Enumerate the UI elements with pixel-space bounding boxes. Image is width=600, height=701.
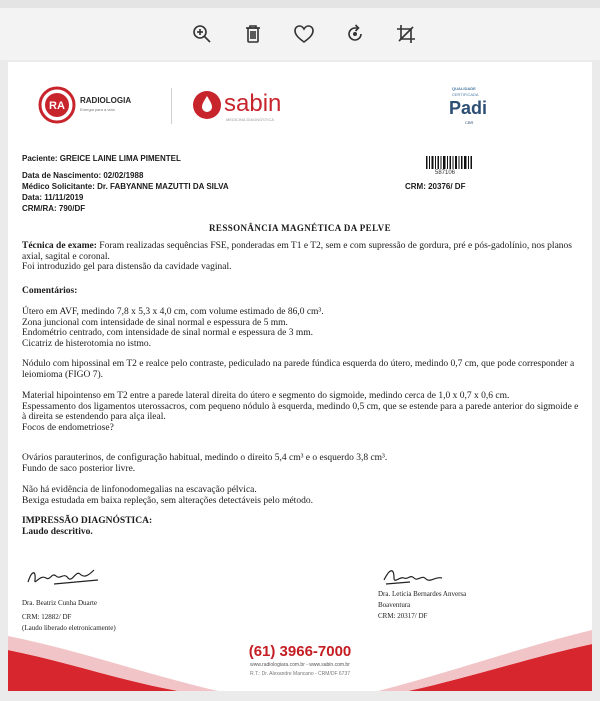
rotate-icon[interactable] bbox=[343, 22, 367, 46]
footer-technical-responsible: R.T.: Dr. Alexandre Mancano - CRM/DF 6737 bbox=[249, 671, 351, 677]
comments-label: Comentários: bbox=[22, 286, 78, 296]
impression-label: IMPRESSÃO DIAGNÓSTICA: bbox=[22, 516, 153, 526]
signature-right-icon bbox=[380, 564, 460, 590]
padi-cbr-label: CBR bbox=[465, 120, 474, 125]
technique-text: Foram realizadas sequências FSE, ponderadas em T1 e T2, sem e com supressão de gordura, pré e pós-gadolínio, nos planos axial, sagital e coronal. bbox=[22, 241, 572, 262]
requesting-doctor: Médico Solicitante: Dr. FABYANNE MAZUTTI DA SILVA bbox=[22, 182, 229, 191]
signature-right-name: Dra. Leticia Bernardes Anversa bbox=[378, 590, 467, 598]
technique-text-2: Foi introduzido gel para distensão da cavidade vaginal. bbox=[22, 262, 232, 272]
zoom-in-icon[interactable] bbox=[190, 22, 214, 46]
report-document bbox=[8, 62, 592, 691]
signature-left-icon bbox=[24, 564, 104, 590]
padi-logo: Padi bbox=[449, 98, 488, 118]
signature-right-name-2: Boaventura bbox=[378, 601, 411, 609]
radiologia-logo-icon bbox=[38, 86, 76, 124]
report-title: RESSONÂNCIA MAGNÉTICA DA PELVE bbox=[209, 223, 391, 233]
status-strip bbox=[0, 0, 600, 8]
sabin-tagline: MEDICINA DIAGNÓSTICA bbox=[226, 117, 275, 122]
trash-icon[interactable] bbox=[241, 22, 265, 46]
padi-cert-label: CERTIFICADA bbox=[452, 92, 479, 97]
barcode-icon bbox=[426, 156, 474, 169]
ovaries-paragraph bbox=[22, 453, 582, 474]
endometriosis-line: Focos de endometriose? bbox=[22, 422, 114, 433]
padi-quality-label: QUALIDADE bbox=[452, 86, 476, 91]
heart-icon[interactable] bbox=[292, 22, 316, 46]
technique-paragraph bbox=[22, 241, 582, 273]
ovaries-line: Ovários parauterinos, de configuração habitual, medindo o direito 5,4 cm³ e o esquerdo 3,8 cm³. bbox=[22, 453, 388, 463]
cul-de-sac-line: Fundo de saco posterior livre. bbox=[22, 463, 136, 474]
viewer-toolbar bbox=[0, 0, 600, 60]
signature-right-crm: CRM: 20317/ DF bbox=[378, 612, 428, 620]
sabin-name: sabin bbox=[224, 90, 282, 117]
footer-websites: www.radiologiara.com.br - www.sabin.com.br bbox=[250, 662, 350, 668]
bladder-line: Bexiga estudada em baixa repleção, sem alterações detectáveis pelo método. bbox=[22, 495, 313, 506]
barcode-number: 587106 bbox=[435, 170, 456, 176]
uterus-line-4: Cicatriz de histerotomia no istmo. bbox=[22, 338, 152, 349]
footer-phone: (61) 3966-7000 bbox=[248, 643, 352, 660]
radiologia-tagline: Energia para a vida bbox=[80, 107, 115, 112]
signature-left-note: (Laudo liberado eletronicamente) bbox=[22, 624, 116, 632]
uterus-paragraph bbox=[22, 307, 582, 349]
crop-icon[interactable] bbox=[394, 22, 418, 46]
crm-ra: CRM/RA: 790/DF bbox=[22, 204, 86, 213]
radiologia-name: RADIOLOGIA bbox=[80, 96, 132, 105]
lymph-paragraph bbox=[22, 485, 582, 506]
exam-date: Data: 11/11/2019 bbox=[22, 193, 84, 202]
crm-number: CRM: 20376/ DF bbox=[405, 182, 466, 191]
lymph-line: Não há evidência de linfonodomegalias na escavação pélvica. bbox=[22, 485, 257, 495]
signature-left-name: Dra. Beatriz Cunha Duarte bbox=[22, 599, 98, 607]
patient-name: Paciente: GREICE LAINE LIMA PIMENTEL bbox=[22, 154, 181, 163]
nodule-paragraph: Nódulo com hipossinal em T2 e realce pelo contraste, pediculado na parede fúndica esquerda do útero, medindo 0,7 cm, que pode corresponder a leiomioma (FIGO 7). bbox=[22, 359, 575, 380]
uterus-line-2: Zona juncional com intensidade de sinal normal e espessura de 5 mm. bbox=[22, 317, 288, 328]
technique-label: Técnica de exame: bbox=[22, 241, 97, 251]
impression-block bbox=[22, 516, 582, 537]
ligaments-line: Espessamento dos ligamentos uterossacros, com pequeno nódulo à esquerda, medindo 0,5 cm, que se estende para a parede anterior do sigmoide e à direita se estendendo para alça ileal. bbox=[22, 401, 579, 422]
impression-text: Laudo descritivo. bbox=[22, 526, 93, 537]
uterus-line-1: Útero em AVF, medindo 7,8 x 5,3 x 4,0 cm, com volume estimado de 86,0 cm³. bbox=[22, 307, 324, 317]
signature-left-crm: CRM: 12882/ DF bbox=[22, 613, 72, 621]
logo-divider bbox=[171, 88, 172, 124]
birth-date: Data de Nascimento: 02/02/1988 bbox=[22, 171, 144, 180]
material-line: Material hipointenso em T2 entre a parede lateral direita do útero e segmento do sigmoide, medindo cerca de 1,0 x 0,7 x 0,6 cm. bbox=[22, 391, 510, 401]
sabin-drop-icon bbox=[192, 90, 222, 120]
uterus-line-3: Endométrio centrado, com intensidade de sinal normal e espessura de 3 mm. bbox=[22, 328, 313, 338]
material-paragraph bbox=[22, 391, 582, 433]
svg-text:RA: RA bbox=[49, 100, 65, 112]
